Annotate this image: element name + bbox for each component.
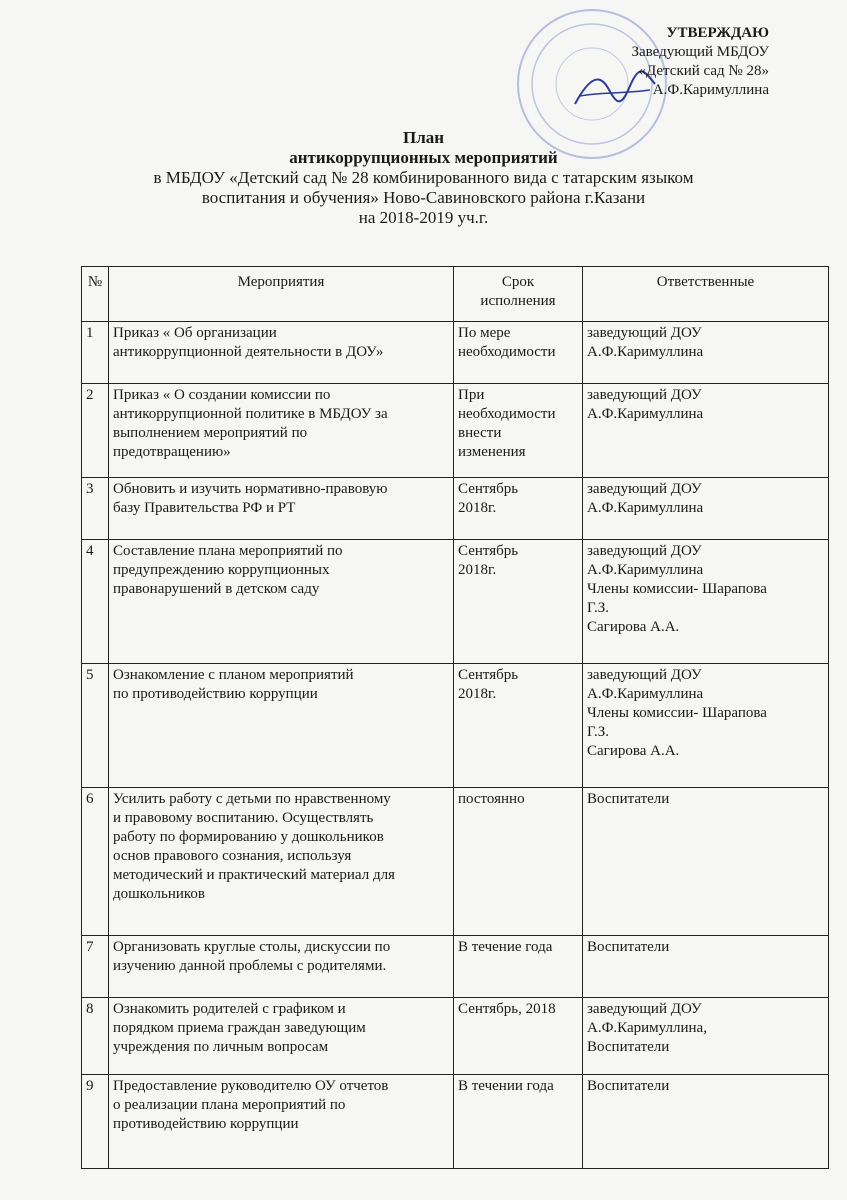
row-responsible: заведующий ДОУ А.Ф.Каримуллина	[583, 478, 829, 540]
row-activity: Составление плана мероприятий по предупреждению коррупционных правонарушений в детском саду	[109, 540, 454, 664]
approval-heading: УТВЕРЖДАЮ	[666, 25, 769, 41]
title-line-3: в МБДОУ «Детский сад № 28 комбинированного вида с татарским языком	[153, 168, 694, 187]
header-number: №	[82, 267, 109, 322]
row-term: Сентябрь 2018г.	[454, 664, 583, 788]
row-responsible: Воспитатели	[583, 1075, 829, 1169]
row-term: Сентябрь 2018г.	[454, 540, 583, 664]
row-number: 5	[82, 664, 109, 788]
row-term: В течении года	[454, 1075, 583, 1169]
row-activity: Приказ « Об организации антикоррупционной деятельности в ДОУ»	[109, 322, 454, 384]
row-term: Сентябрь, 2018	[454, 998, 583, 1075]
row-number: 4	[82, 540, 109, 664]
row-number: 8	[82, 998, 109, 1075]
row-responsible: заведующий ДОУ А.Ф.Каримуллина, Воспитатели	[583, 998, 829, 1075]
row-term: В течение года	[454, 936, 583, 998]
row-responsible: Воспитатели	[583, 788, 829, 936]
row-number: 3	[82, 478, 109, 540]
row-activity: Обновить и изучить нормативно-правовую базу Правительства РФ и РТ	[109, 478, 454, 540]
table-row	[82, 788, 829, 936]
table-row	[82, 664, 829, 788]
header-term: Срок исполнения	[454, 267, 583, 322]
row-responsible: заведующий ДОУ А.Ф.Каримуллина Члены комиссии- Шарапова Г.З. Сагирова А.А.	[583, 664, 829, 788]
approval-block	[631, 24, 769, 100]
table-row	[82, 540, 829, 664]
row-number: 9	[82, 1075, 109, 1169]
table-row	[82, 998, 829, 1075]
row-activity: Приказ « О создании комиссии по антикоррупционной политике в МБДОУ за выполнением мероприятий по предотвращению»	[109, 384, 454, 478]
table-header-row	[82, 267, 829, 322]
row-responsible: заведующий ДОУ А.Ф.Каримуллина	[583, 322, 829, 384]
table-row	[82, 384, 829, 478]
row-number: 6	[82, 788, 109, 936]
title-line-1: План	[402, 128, 445, 147]
table-row	[82, 936, 829, 998]
row-activity: Ознакомить родителей с графиком и порядком приема граждан заведующим учреждения по личным вопросам	[109, 998, 454, 1075]
title-line-4: воспитания и обучения» Ново-Савиновского района г.Казани	[201, 188, 646, 207]
header-activity: Мероприятия	[109, 267, 454, 322]
row-activity: Ознакомление с планом мероприятий по противодействию коррупции	[109, 664, 454, 788]
title-line-5: на 2018-2019 уч.г.	[358, 208, 489, 227]
row-activity: Предоставление руководителю ОУ отчетов о реализации плана мероприятий по противодействию коррупции	[109, 1075, 454, 1169]
approval-org: «Детский сад № 28»	[638, 63, 769, 79]
row-number: 7	[82, 936, 109, 998]
row-number: 2	[82, 384, 109, 478]
row-term: При необходимости внести изменения	[454, 384, 583, 478]
row-term: По мере необходимости	[454, 322, 583, 384]
row-responsible: заведующий ДОУ А.Ф.Каримуллина	[583, 384, 829, 478]
row-term: постоянно	[454, 788, 583, 936]
table-row	[82, 1075, 829, 1169]
row-number: 1	[82, 322, 109, 384]
header-responsible: Ответственные	[583, 267, 829, 322]
row-responsible: Воспитатели	[583, 936, 829, 998]
measures-table	[81, 266, 829, 1169]
table-row	[82, 322, 829, 384]
table-row	[82, 478, 829, 540]
row-activity: Организовать круглые столы, дискуссии по изучению данной проблемы с родителями.	[109, 936, 454, 998]
row-activity: Усилить работу с детьми по нравственному и правовому воспитанию. Осуществлять работу по формированию у дошкольников основ правового сознания, используя методический и практический материал для дошкольников	[109, 788, 454, 936]
row-term: Сентябрь 2018г.	[454, 478, 583, 540]
approval-name: А.Ф.Каримуллина	[652, 82, 769, 98]
title-line-2: антикоррупционных мероприятий	[289, 148, 558, 167]
approval-position: Заведующий МБДОУ	[631, 44, 769, 60]
document-title	[0, 128, 847, 228]
row-responsible: заведующий ДОУ А.Ф.Каримуллина Члены комиссии- Шарапова Г.З. Сагирова А.А.	[583, 540, 829, 664]
